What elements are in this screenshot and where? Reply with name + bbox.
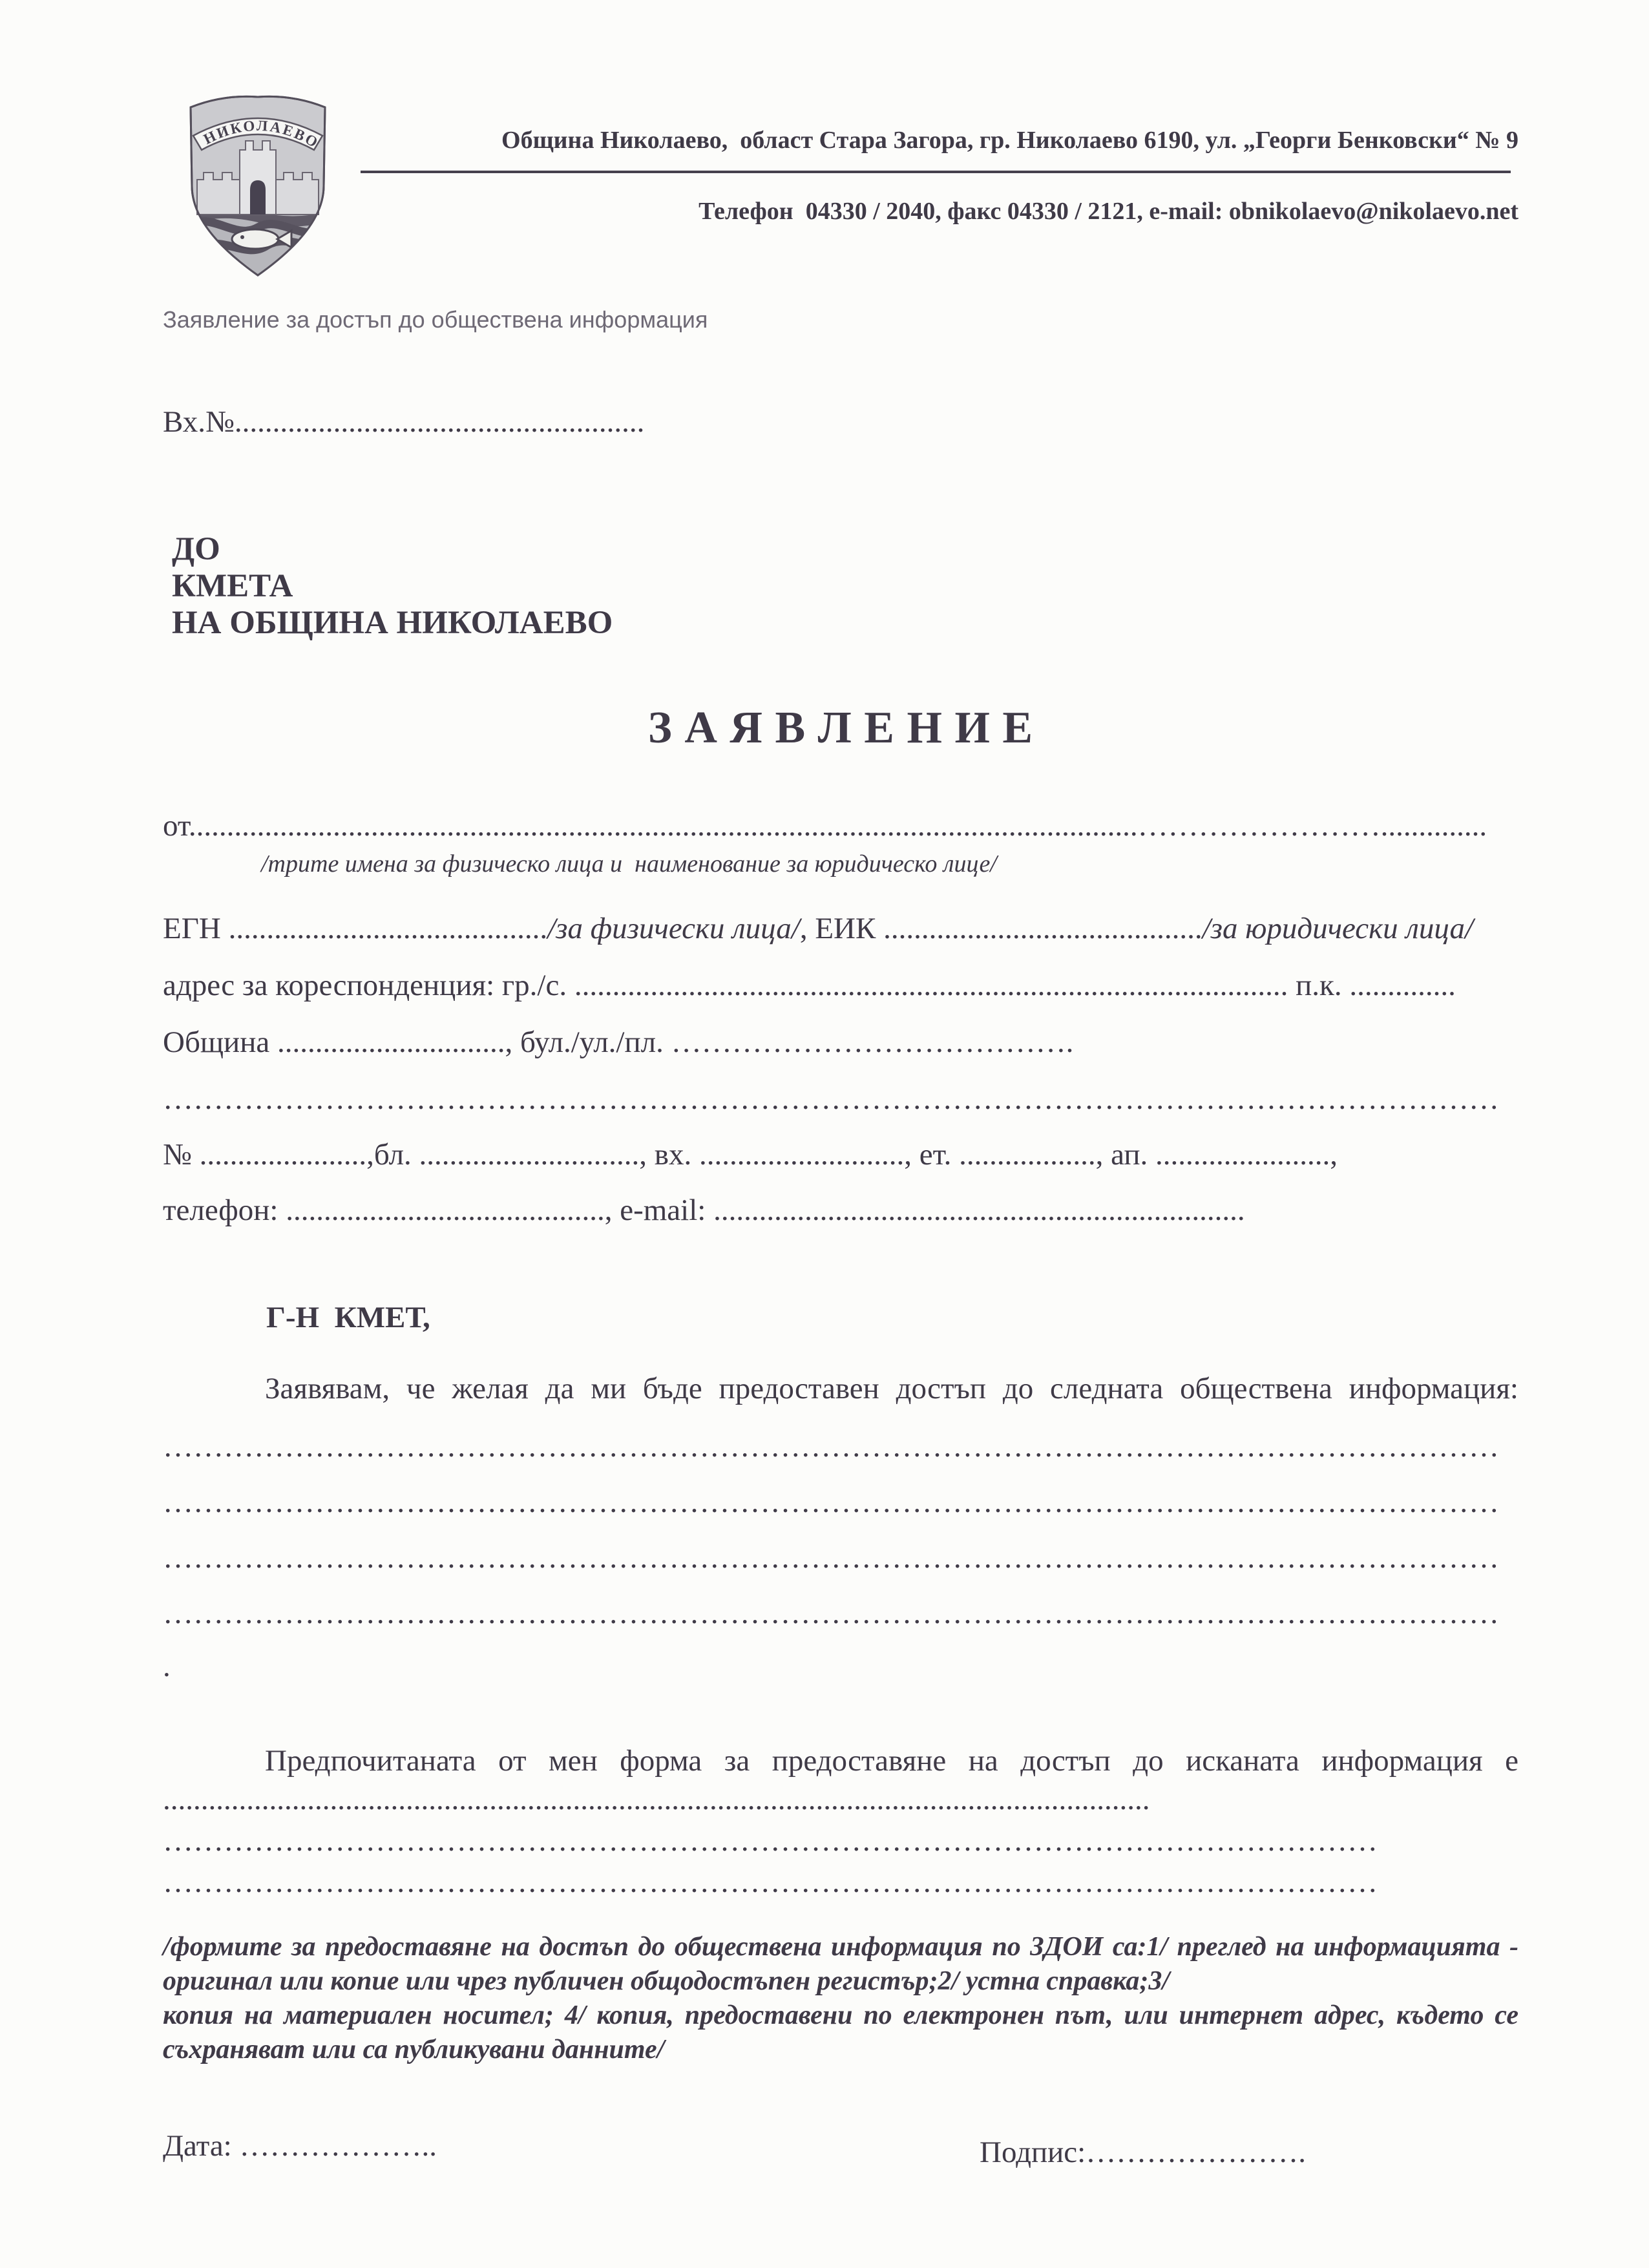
addressee-block <box>172 531 613 642</box>
salutation: Г-Н КМЕТ, <box>266 1301 430 1334</box>
date-line: Дата: ……………….. <box>163 2129 437 2163</box>
egn-eik-line: ЕГН ........................................../за физически лица/, ЕИК ........................................../за юридически лица/ <box>163 912 1474 945</box>
street-number-line: № ......................,бл. ............................., вх. ..........................., ет. .................., ап. ......................., <box>163 1138 1338 1171</box>
emblem-tower-door <box>250 180 266 215</box>
request-blank-line-3: …………………………………………………………………………………………………………………… <box>163 1541 1499 1575</box>
emblem-banner-text: НИКОЛАЕВО <box>201 117 322 152</box>
applicant-name-note: /трите имена за физическо лица и наименование за юридическо лице/ <box>261 850 997 877</box>
preferred-form-blank-line-3: ………………………………………………………………………………………………………… <box>163 1865 1378 1899</box>
request-blank-line-4: …………………………………………………………………………………………………………………… <box>163 1597 1499 1630</box>
municipality-street-line: Община .............................., бул./ул./пл. …………………………………. <box>163 1025 1074 1059</box>
request-blank-line-1: …………………………………………………………………………………………………………………… <box>163 1430 1499 1464</box>
access-forms-footnote-line-2: оригинал или копие или чрез публичен общодостъпен регистър;2/ устна справка;3/ <box>163 1966 1170 1996</box>
address-overflow-line: …………………………………………………………………………………………………………………… <box>163 1082 1499 1116</box>
doc-type-label: Заявление за достъп до обществена информация <box>163 306 708 333</box>
signature-line: Подпис:…………………. <box>980 2136 1306 2169</box>
request-statement: Заявявам, че желая да ми бъде предоставен достъп до следната обществена информация: <box>265 1372 1518 1405</box>
access-forms-footnote-line-4: съхраняват или са публикувани данните/ <box>163 2035 665 2064</box>
incoming-number-line: Вх.№...................................................... <box>163 405 645 439</box>
municipal-coat-of-arms <box>180 88 336 282</box>
addressee-line-mayor: КМЕТА <box>172 568 293 604</box>
request-trailing-period: . <box>163 1650 171 1683</box>
emblem-lower-field <box>180 208 335 282</box>
contact-header-line: Телефон 04330 / 2040, факс 04330 / 2121, e-mail: obnikolaevo@nikolaevo.net <box>698 198 1518 225</box>
access-forms-footnote-line-3: копия на материален носител; 4/ копия, предоставени по електронен път, или интернет адрес, където се <box>163 2000 1518 2030</box>
access-forms-footnote-line-1: /формите за предоставяне на достъп до обществена информация по ЗДОИ са:1/ преглед на информацията - <box>163 1932 1518 1962</box>
preferred-form-blank-line-2: ………………………………………………………………………………………………………… <box>163 1824 1378 1858</box>
addressee-line-to: ДО <box>172 531 220 567</box>
org-header-line: Община Николаево, област Стара Загора, гр. Николаево 6190, ул. „Георги Бенковски“ № 9 <box>501 127 1518 154</box>
preferred-form-blank-line-1: .................................................................................................................................. <box>163 1783 1150 1816</box>
phone-email-line: телефон: .........................................., e-mail: ...................................................................... <box>163 1193 1245 1227</box>
header-divider <box>361 171 1511 173</box>
document-title: З А Я В Л Е Н И Е <box>647 703 1034 753</box>
addressee-line-municipality: НА ОБЩИНА НИКОЛАЕВО <box>172 605 613 641</box>
correspondence-address-line: адрес за кореспонденция: гр./с. .............................................................................................. п.к. .............. <box>163 969 1456 1002</box>
emblem-fish <box>232 229 278 249</box>
request-blank-line-2: …………………………………………………………………………………………………………………… <box>163 1486 1499 1519</box>
applicant-name-line: от.............................................................................................................................…………………….............. <box>163 809 1487 843</box>
preferred-form-statement: Предпочитаната от мен форма за предоставяне на достъп до исканата информация е <box>265 1744 1518 1778</box>
